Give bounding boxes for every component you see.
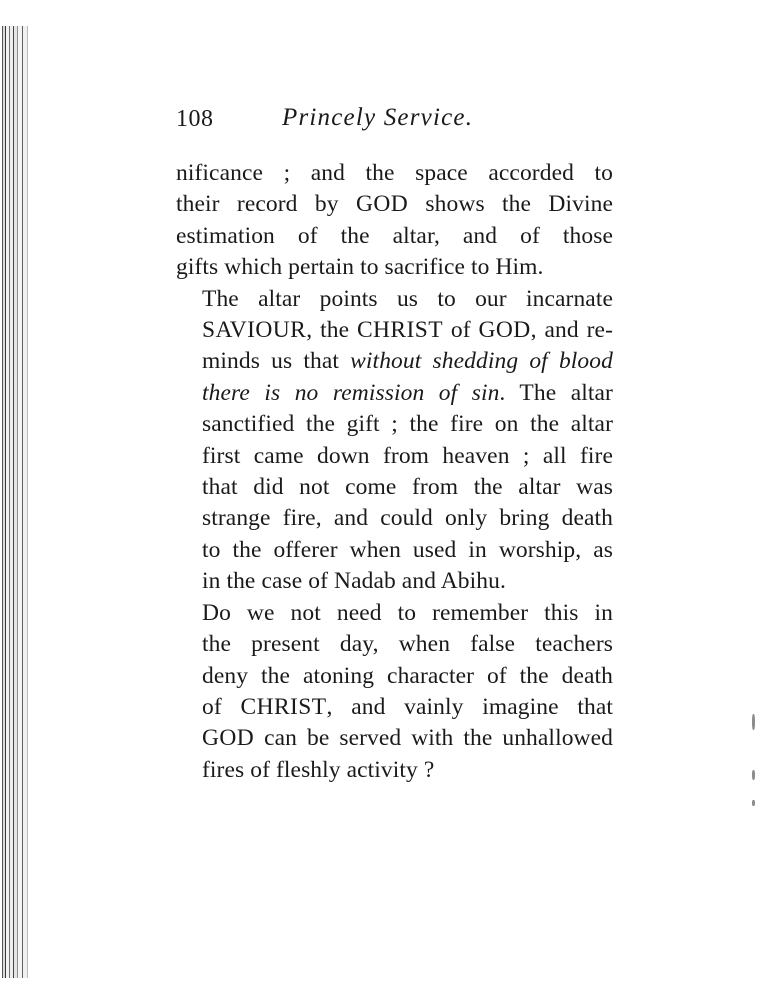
line-segment: , and vainly imagine that bbox=[326, 693, 613, 720]
text-line: nificance ; and the space accorded to bbox=[176, 160, 613, 186]
text-line: the present day, when false teachers bbox=[202, 631, 613, 658]
line-segment: shows the Divine bbox=[408, 191, 613, 218]
text-line: strange fire, and could only bring death bbox=[202, 505, 613, 532]
italic-quote-part2: there is no remission of sin bbox=[202, 379, 500, 406]
paragraph-1 bbox=[176, 158, 613, 284]
text-line: sanctified the gift ; the fire on the altar bbox=[202, 411, 613, 438]
small-caps-god: GOD bbox=[478, 317, 531, 344]
small-caps-god: GOD bbox=[355, 191, 409, 218]
text-line bbox=[176, 189, 613, 220]
running-title: Princely Service. bbox=[282, 104, 474, 131]
text-line bbox=[176, 315, 613, 346]
text-line bbox=[176, 378, 613, 409]
line-segment: of bbox=[202, 693, 241, 720]
line-segment: . The altar bbox=[499, 379, 613, 406]
text-column bbox=[176, 158, 613, 786]
text-line: in the case of Nadab and Abihu. bbox=[202, 568, 506, 595]
line-segment: their record by bbox=[176, 191, 356, 218]
small-caps-christ: CHRIST bbox=[240, 693, 327, 720]
page-number: 108 bbox=[176, 106, 214, 132]
text-line: Do we not need to remember this in bbox=[202, 599, 613, 626]
text-line: estimation of the altar, and of those bbox=[176, 222, 613, 249]
text-line: gifts which pertain to sacrifice to Him. bbox=[176, 254, 544, 281]
text-line bbox=[176, 346, 613, 377]
page-header bbox=[176, 104, 616, 138]
line-segment: can be served with the unhallowed bbox=[254, 725, 613, 752]
small-caps-god: GOD bbox=[202, 725, 255, 752]
text-line: The altar points us to our incarnate bbox=[202, 285, 613, 312]
small-caps-saviour: SAVIOUR bbox=[202, 317, 307, 344]
line-segment: , the bbox=[306, 317, 357, 344]
italic-quote-part1: without shedding of blood bbox=[350, 348, 613, 375]
text-line: to the offerer when used in worship, as bbox=[202, 536, 613, 563]
text-line: fires of fleshly activity ? bbox=[202, 756, 435, 783]
text-line bbox=[176, 692, 613, 723]
text-line bbox=[176, 723, 613, 754]
line-segment: minds us that bbox=[202, 348, 351, 375]
paragraph-2 bbox=[176, 284, 613, 598]
text-line: deny the atoning character of the death bbox=[202, 662, 613, 689]
paragraph-3 bbox=[176, 598, 613, 786]
text-line: first came down from heaven ; all fire bbox=[202, 442, 613, 469]
small-caps-christ: CHRIST bbox=[356, 317, 443, 344]
text-line: that did not come from the altar was bbox=[202, 474, 613, 501]
line-segment: of bbox=[442, 317, 479, 344]
line-segment: , and re- bbox=[530, 317, 613, 344]
